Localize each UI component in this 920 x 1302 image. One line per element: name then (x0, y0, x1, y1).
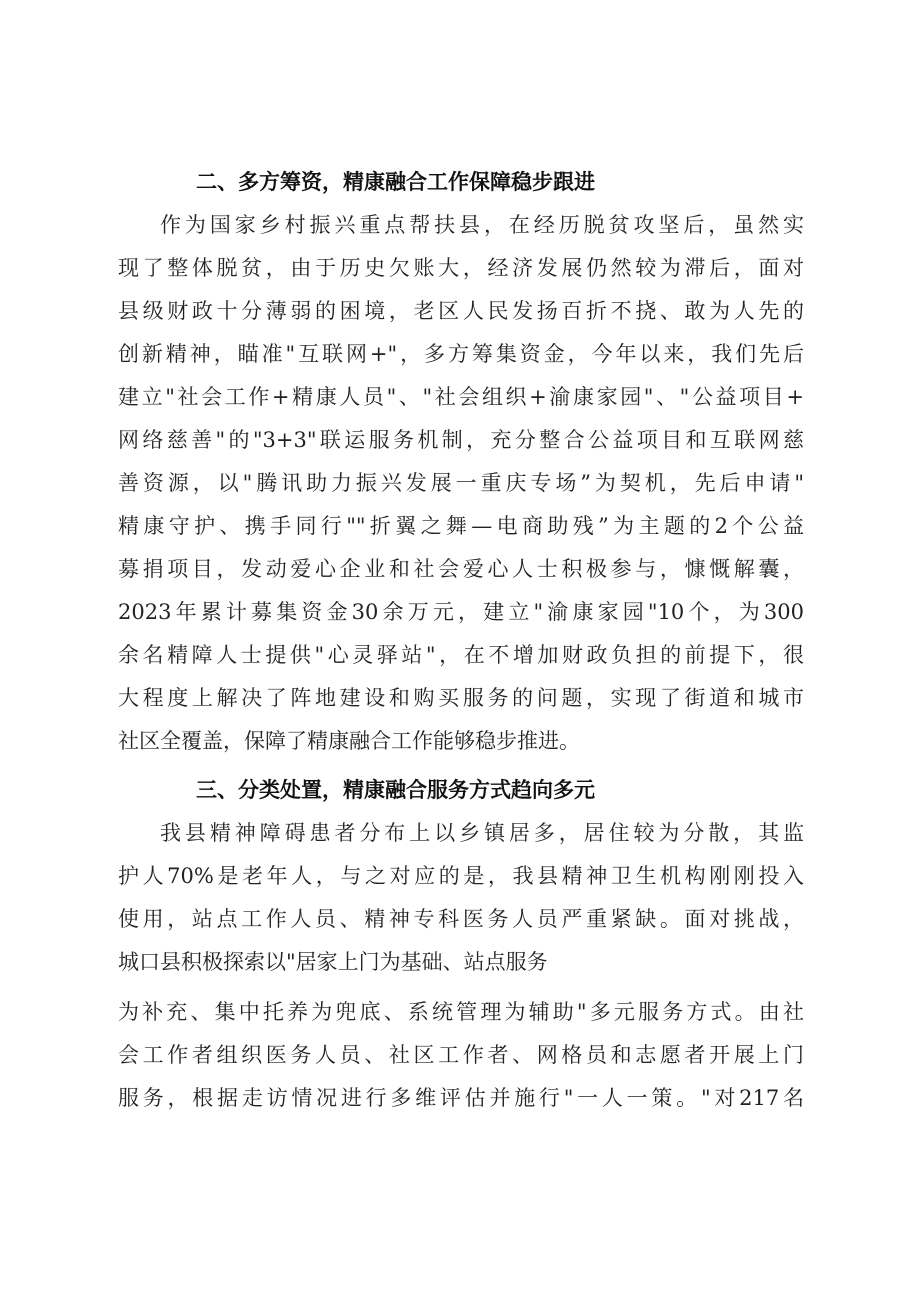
section-3-line-3: 使用，站点工作人员、精神专科医务人员严重紧缺。面对挑战， (118, 907, 804, 931)
section-2-line-7: 善资源，以"腾讯助力振兴发展一重庆专场”为契机，先后申请" (118, 471, 804, 495)
section-3-line-7: 服务，根据走访情况进行多维评估并施行"一人一策。"对217名 (118, 1086, 804, 1110)
section-3-line-2: 护人70%是老年人，与之对应的是，我县精神卫生机构刚刚投入 (118, 864, 804, 888)
section-2-line-12: 大程度上解决了阵地建设和购买服务的问题，实现了街道和城市 (118, 686, 804, 710)
section-2-heading: 二、多方筹资，精康融合工作保障稳步跟进 (196, 170, 595, 194)
section-2-line-8: 精康守护、携手同行""折翼之舞—电商助残”为主题的2个公益 (118, 514, 804, 538)
section-3-line-4: 城口县积极探索以"居家上门为基础、站点服务 (118, 950, 548, 974)
section-2-line-10: 2023年累计募集资金30余万元，建立"渝康家园"10个，为300 (118, 600, 804, 624)
section-3-heading: 三、分类处置，精康融合服务方式趋向多元 (196, 778, 595, 802)
section-3-line-6: 会工作者组织医务人员、社区工作者、网格员和志愿者开展上门 (118, 1043, 804, 1067)
section-2-line-3: 县级财政十分薄弱的困境，老区人民发扬百折不挠、敢为人先的 (118, 299, 804, 323)
section-2-line-11: 余名精障人士提供"心灵驿站"，在不增加财政负担的前提下，很 (118, 643, 804, 667)
section-2-line-9: 募捐项目，发动爱心企业和社会爱心人士积极参与，慷慨解囊， (118, 557, 804, 581)
section-2-line-1: 作为国家乡村振兴重点帮扶县，在经历脱贫攻坚后，虽然实 (160, 213, 804, 237)
section-2-line-2: 现了整体脱贫，由于历史欠账大，经济发展仍然较为滞后，面对 (118, 256, 804, 280)
section-2-line-6: 网络慈善"的"3+3"联运服务机制，充分整合公益项目和互联网慈 (118, 428, 804, 452)
section-2-line-4: 创新精神，瞄准"互联网+"，多方筹集资金，今年以来，我们先后 (118, 342, 804, 366)
section-3-line-1: 我县精神障碍患者分布上以乡镇居多，居住较为分散，其监 (160, 821, 804, 845)
section-2-line-5: 建立"社会工作+精康人员"、"社会组织+渝康家园"、"公益项目+ (118, 385, 804, 409)
section-2-line-13: 社区全覆盖，保障了精康融合工作能够稳步推进。 (118, 729, 580, 753)
section-3-line-5: 为补充、集中托养为兜底、系统管理为辅助"多元服务方式。由社 (118, 1000, 804, 1024)
